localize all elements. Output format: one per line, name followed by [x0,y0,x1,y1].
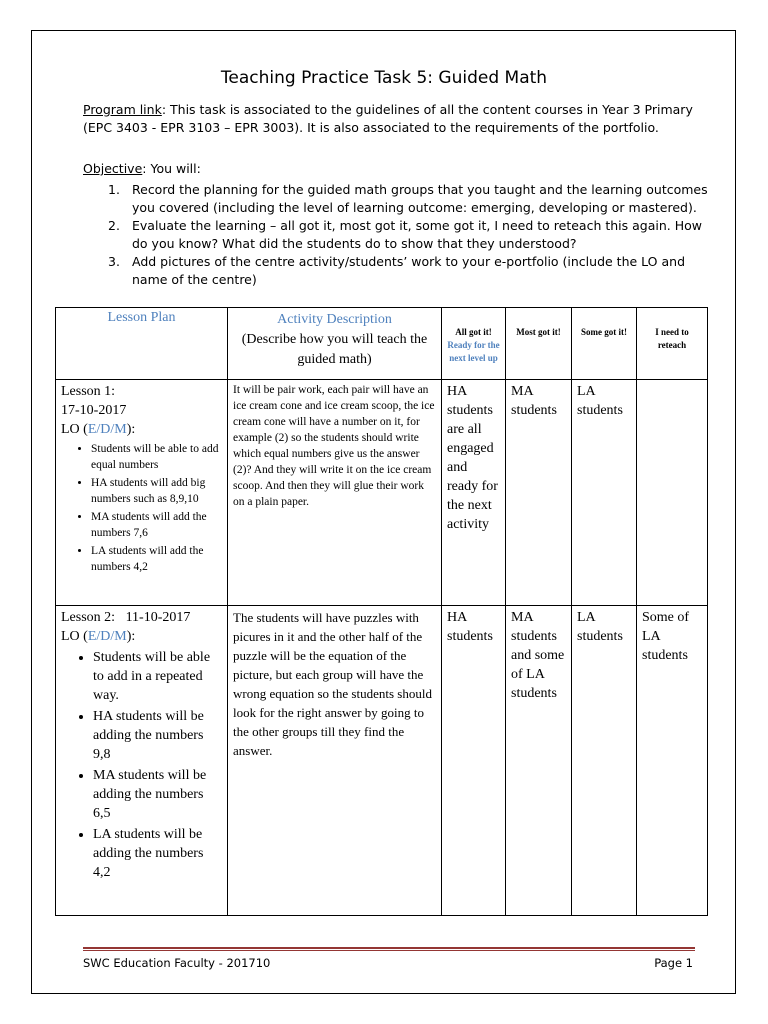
lesson1-reteach [637,380,708,606]
objective-item-text: Record the planning for the guided math groups that you taught and the learning outcomes you covered (including the level of learning outcome: emerging, developing or mastered). [132,182,708,215]
header-activity-title: Activity Description [277,312,392,327]
header-most-got-it: Most got it! [506,308,572,380]
lesson2-heading [61,608,222,627]
lesson2-all-got: HA students [442,606,506,916]
list-item: • Students will be able to add in a repeated way. [93,648,222,705]
objective-item-text: Evaluate the learning – all got it, most got it, some got it, I need to reteach this again. How do you know? What did the students do to show that they understood? [132,218,702,251]
page-title: Teaching Practice Task 5: Guided Math [220,68,548,88]
lesson1-lo [61,420,222,439]
lesson2-most-got: MA students and some of LA students [506,606,572,916]
lo-levels: E/D/M [87,629,127,644]
lesson2-bullets [51,648,222,882]
lesson1-plan [56,380,228,606]
objective-text: : You will: [142,161,201,176]
objective-item-number: 3. [108,254,120,269]
lesson2-name: Lesson 2: [61,610,116,625]
list-item: • Students will be able to add equal numbers [91,441,222,473]
footer-rule [83,947,695,949]
lesson2-some-got: LA students [572,606,637,916]
table-header-row [56,308,708,380]
lo-levels: E/D/M [87,422,127,437]
header-all-got-it [442,308,506,380]
list-item: • LA students will be adding the numbers 4,2 [93,825,222,882]
list-item: • LA students will add the numbers 4,2 [91,543,222,575]
lesson1-bullets [51,441,222,575]
list-item: • MA students will add the numbers 7,6 [91,509,222,541]
program-link-text: : This task is associated to the guidelines of all the content courses in Year 3 Primary (EPC 3403 - EPR 3103 – EPR 3003). It is also associated to the requirements of the portfolio. [83,102,693,135]
list-item: • MA students will be adding the numbers 6,5 [93,766,222,823]
header-lesson-plan: Lesson Plan [56,308,228,380]
header-activity [228,308,442,380]
header-reteach: I need to reteach [637,308,708,380]
lo-suffix: ): [126,422,136,437]
lo-prefix: LO ( [61,629,88,644]
list-item: • HA students will add big numbers such as 8,9,10 [91,475,222,507]
header-activity-subtitle: (Describe how you will teach the guided math) [241,332,428,367]
objective-item-text: Add pictures of the centre activity/students’ work to your e-portfolio (include the LO and name of the centre) [132,254,686,287]
objective-label: Objective [83,161,143,176]
lesson1-name: Lesson 1: [61,384,116,399]
lesson1-most-got: MA students [506,380,572,606]
footer-faculty: SWC Education Faculty - 201710 [83,956,271,970]
lesson2-reteach: Some of LA students [637,606,708,916]
header-some-got-it: Some got it! [572,308,637,380]
lo-prefix: LO ( [61,422,88,437]
lesson1-all-got: HA students are all engaged and ready for the next activity [442,380,506,606]
header-all-got-it-note: Ready for the next level up [447,340,500,363]
program-link [83,101,703,137]
objective-item [108,181,713,217]
objective-list [108,181,713,289]
lesson2-lo [61,627,222,646]
objective-heading [83,160,703,178]
program-link-label: Program link [83,102,162,117]
lesson1-some-got: LA students [572,380,637,606]
objective-item [108,253,713,289]
objective-item-number: 2. [108,218,120,233]
lo-suffix: ): [126,629,136,644]
objective-item [108,217,713,253]
lesson1-activity: It will be pair work, each pair will have an ice cream cone and ice cream scoop, the ice cream cone will have a number on it, for example (2) so the students should write which equal numbers give us the answer (2)? And they will write it on the ice cream scoop. And then they will glue their work on a plain paper. [228,380,442,606]
header-all-got-it-label: All got it! [455,327,492,337]
footer-page-number: Page 1 [654,956,693,970]
table-row [56,606,708,916]
list-item: • HA students will be adding the numbers 9,8 [93,707,222,764]
lesson2-plan [56,606,228,916]
lesson2-date: 11-10-2017 [125,610,191,625]
table-row [56,380,708,606]
lesson1-date: 17-10-2017 [61,403,127,418]
footer-rule-thin [83,950,695,951]
lesson-plan-table [55,307,708,916]
lesson2-activity: The students will have puzzles with picures in it and the other half of the puzzle will be the equation of the picture, but each group will have the wrong equation so the students should look for the right answer by going to the other groups till they find the answer. [228,606,442,916]
objective-item-number: 1. [108,182,120,197]
